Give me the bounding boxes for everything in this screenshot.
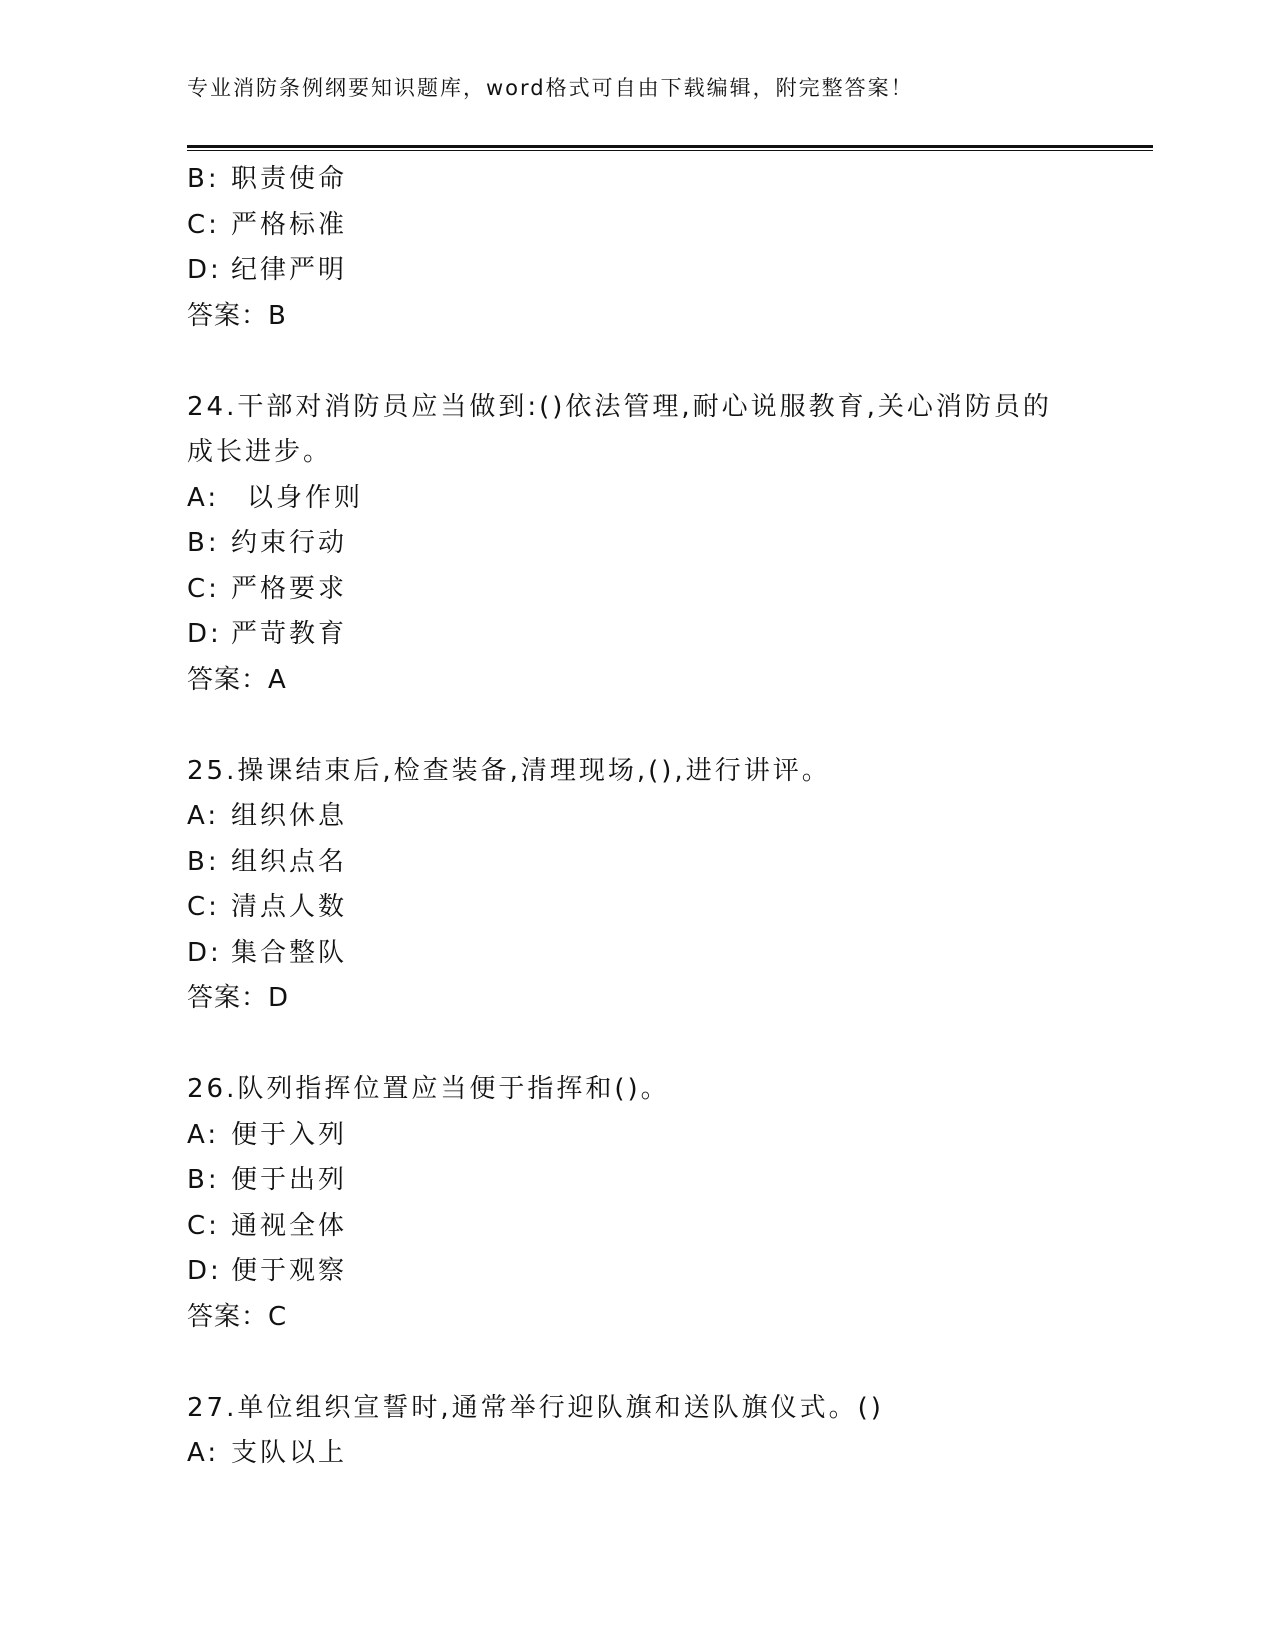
question-stem: 成长进步。 [187, 437, 333, 467]
question-stem: 25.操课结束后,检查装备,清理现场,(),进行讲评。 [187, 755, 831, 786]
option-label: B: [187, 164, 220, 194]
option-label: D: [187, 937, 222, 968]
option-label: D: [187, 619, 222, 649]
option-line [187, 476, 1087, 522]
spacer [187, 703, 1087, 749]
option-text: 清点人数 [231, 892, 348, 922]
header-rule-thick [187, 145, 1153, 148]
question-stem: 26.队列指挥位置应当便于指挥和()。 [187, 1074, 670, 1104]
option-text: 集合整队 [231, 937, 348, 968]
option-label: C: [187, 892, 220, 922]
question-content [187, 157, 1087, 1477]
option-label: D: [187, 255, 222, 285]
spacer [187, 1022, 1087, 1068]
option-text: 通视全体 [231, 1210, 348, 1241]
option-text: 纪律严明 [231, 255, 348, 285]
option-line [187, 931, 1087, 977]
option-line [187, 157, 1087, 203]
option-label: B: [187, 846, 220, 877]
option-label: D: [187, 1256, 222, 1286]
spacer [187, 339, 1087, 385]
option-text: 约束行动 [231, 528, 348, 558]
page-header: 专业消防条例纲要知识题库，word格式可自由下载编辑，附完整答案！ [187, 76, 914, 100]
option-text: 便于入列 [231, 1119, 348, 1150]
option-line [187, 1431, 1087, 1477]
answer-line: 答案：A [187, 664, 287, 695]
header-rule-thin [187, 150, 1153, 151]
option-text: 职责使命 [231, 164, 348, 194]
option-line [187, 1158, 1087, 1204]
option-text: 便于观察 [231, 1256, 348, 1286]
option-line [187, 1249, 1087, 1295]
option-label: C: [187, 209, 220, 240]
spacer [187, 1340, 1087, 1386]
option-text: 组织休息 [231, 801, 348, 831]
option-line [187, 1113, 1087, 1159]
option-text: 严格标准 [231, 209, 348, 240]
option-text: 组织点名 [231, 846, 348, 877]
option-label: C: [187, 573, 220, 604]
option-label: A: [187, 1438, 220, 1468]
option-label: A: [187, 1119, 220, 1150]
option-line [187, 794, 1087, 840]
question-stem: 27.单位组织宣誓时,通常举行迎队旗和送队旗仪式。() [187, 1392, 884, 1423]
answer-line: 答案：B [187, 300, 287, 331]
question-stem: 24.干部对消防员应当做到:()依法管理,耐心说服教育,关心消防员的 [187, 391, 1052, 422]
option-label: B: [187, 1165, 220, 1195]
option-text: 以身作则 [247, 482, 364, 513]
option-text: 严苛教育 [231, 619, 348, 649]
option-line [187, 203, 1087, 249]
option-text: 便于出列 [231, 1165, 348, 1195]
option-line [187, 885, 1087, 931]
option-line [187, 248, 1087, 294]
answer-line: 答案：C [187, 1301, 288, 1332]
option-line [187, 521, 1087, 567]
option-text: 严格要求 [231, 573, 348, 604]
option-label: C: [187, 1210, 220, 1241]
option-line [187, 840, 1087, 886]
option-label: B: [187, 528, 220, 558]
option-label: A: [187, 482, 220, 513]
option-line [187, 612, 1087, 658]
option-line [187, 1204, 1087, 1250]
option-line [187, 567, 1087, 613]
answer-line: 答案：D [187, 983, 290, 1013]
option-text: 支队以上 [231, 1438, 348, 1468]
option-label: A: [187, 801, 220, 831]
